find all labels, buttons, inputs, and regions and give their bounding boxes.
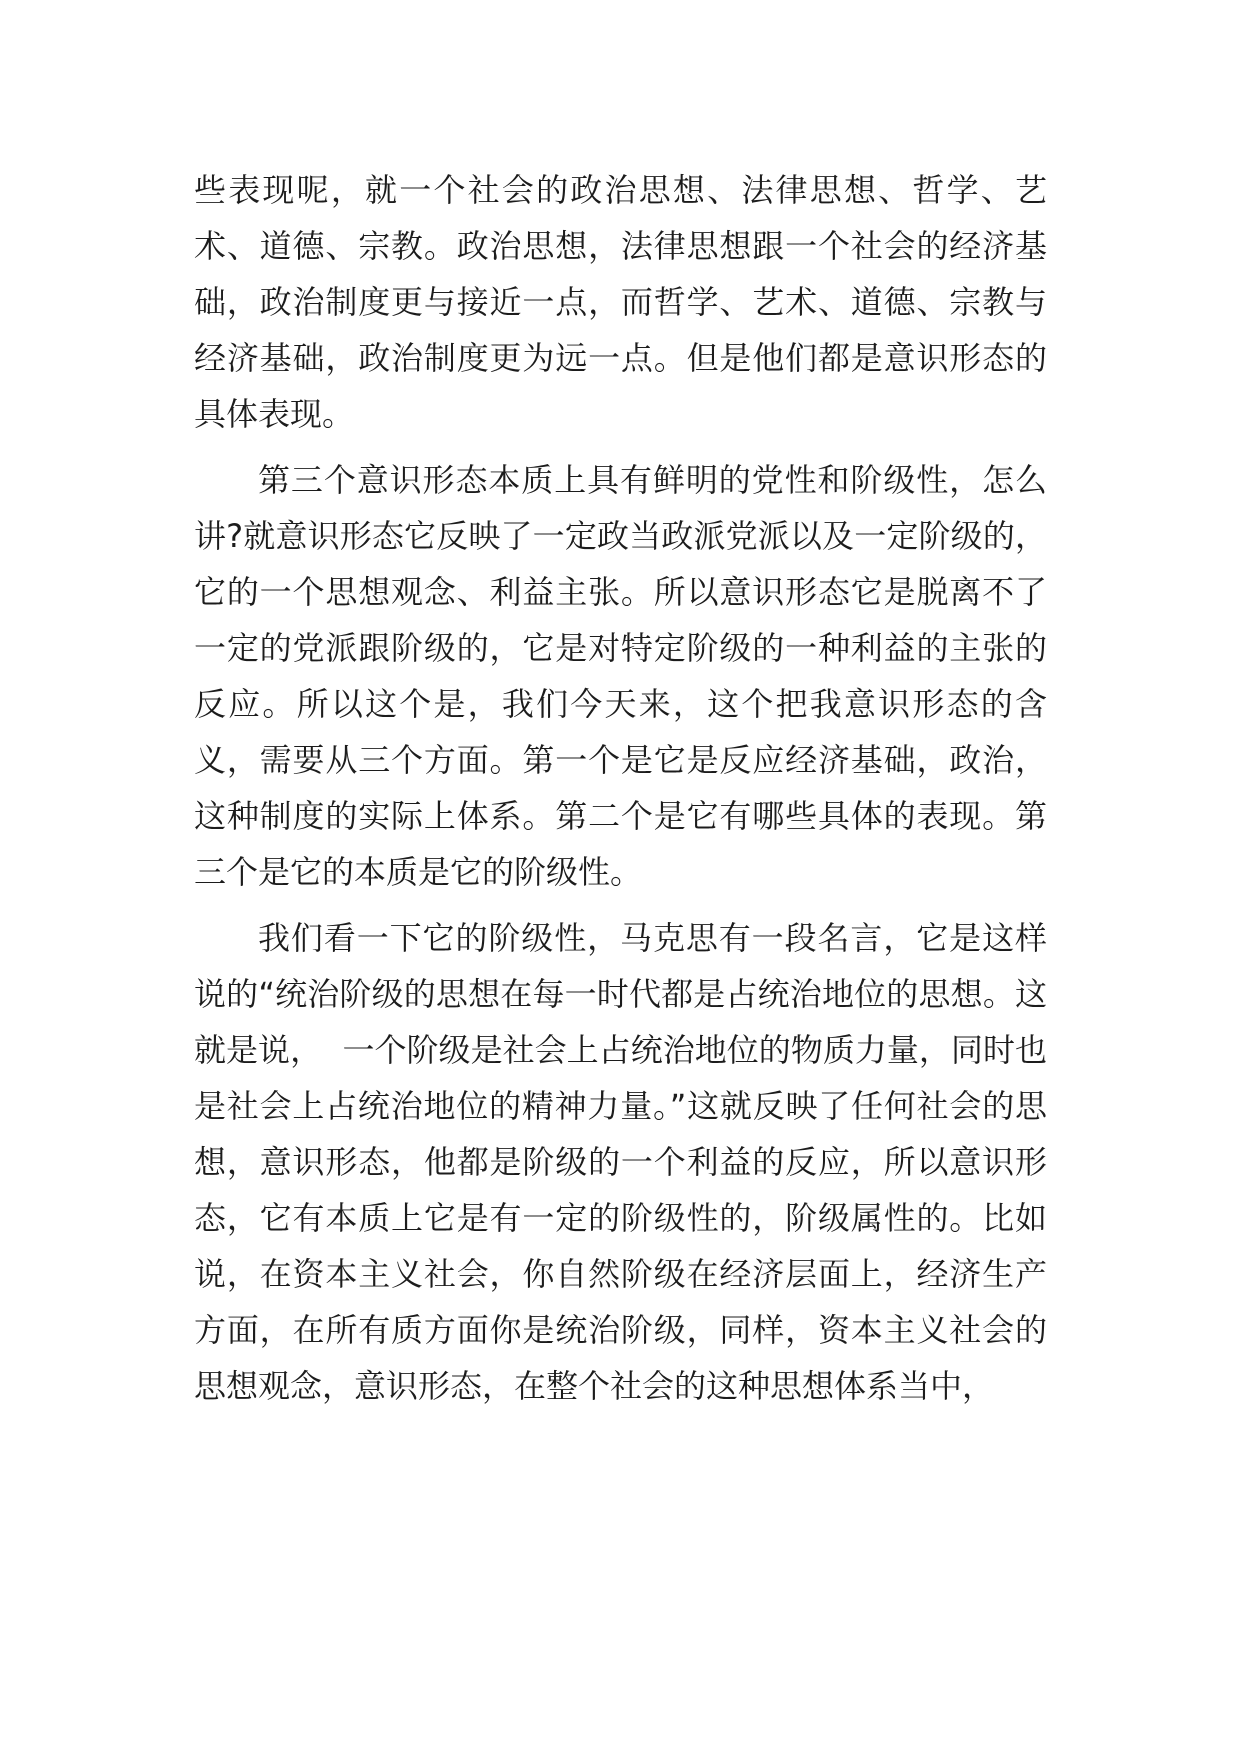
body-text <box>194 162 1047 1414</box>
paragraph-continuation: 些表现呢，就一个社会的政治思想、法律思想、哲学、艺术、道德、宗教。政治思想，法律思想跟一个社会的经济基础，政治制度更与接近一点，而哲学、艺术、道德、宗教与经济基础，政治制度更为远一点。但是他们都是意识形态的具体表现。 <box>194 171 1047 433</box>
paragraph-marx-quote: 我们看一下它的阶级性，马克思有一段名言，它是这样说的“统治阶级的思想在每一时代都是占统治地位的思想。这就是说， 一个阶级是社会上占统治地位的物质力量，同时也是社会上占统治地位的精神力量。”这就反映了任何社会的思想，意识形态，他都是阶级的一个利益的反应，所以意识形态，它有本质上它是有一定的阶级性的，阶级属性的。比如说，在资本主义社会，你自然阶级在经济层面上，经济生产方面，在所有质方面你是统治阶级，同样，资本主义社会的思想观念，意识形态，在整个社会的这种思想体系当中， <box>194 919 1047 1405</box>
paragraph-party-class-nature: 第三个意识形态本质上具有鲜明的党性和阶级性，怎么讲?就意识形态它反映了一定政当政派党派以及一定阶级的，它的一个思想观念、利益主张。所以意识形态它是脱离不了一定的党派跟阶级的，它是对特定阶级的一种利益的主张的反应。所以这个是，我们今天来，这个把我意识形态的含义，需要从三个方面。第一个是它是反应经济基础，政治，这种制度的实际上体系。第二个是它有哪些具体的表现。第三个是它的本质是它的阶级性。 <box>194 461 1047 891</box>
